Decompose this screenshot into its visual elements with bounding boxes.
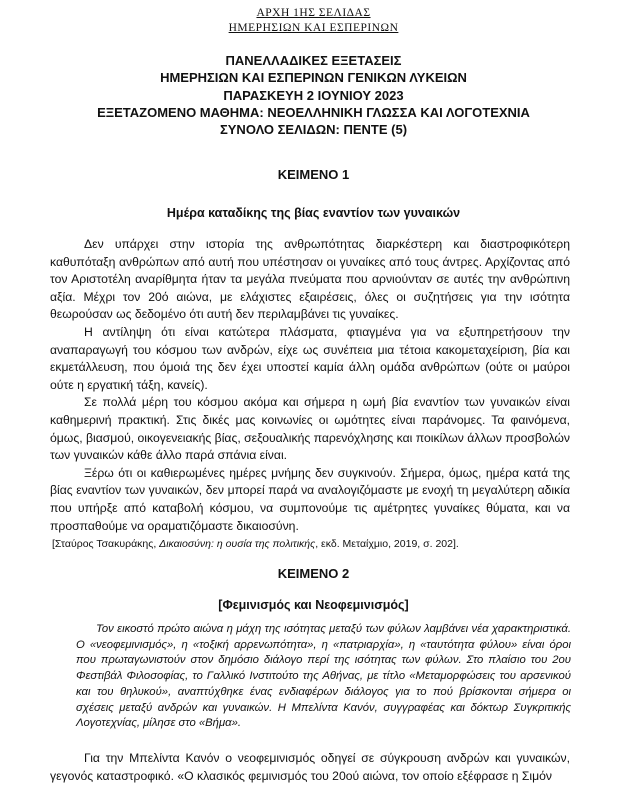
text2-heading: ΚΕΙΜΕΝΟ 2 [277,566,350,581]
paragraph: Σε πολλά μέρη του κόσμου ακόμα και σήμερα η ωμή βία εναντίον των γυναικών είναι καθημερινή πρακτική. Στις δικές μας κοινωνίες οι ωμότητες είναι παράνομες. Τα φαινόμενα, όμως, βιασμού, οικογενειακής βίας, σεξουαλικής παρενόχλησης και ποικίλων άλλων προσβολών των γυναικών κάθε άλλο παρά σπάνια είναι. [50,395,570,463]
header-line: ΠΑΡΑΣΚΕΥΗ 2 ΙΟΥΝΙΟΥ 2023 [223,87,404,103]
header-line: ΕΞΕΤΑΖΟΜΕΝΟ ΜΑΘΗΜΑ: ΝΕΟΕΛΛΗΝΙΚΗ ΓΛΩΣΣΑ ΚΑΙ ΛΟΓΟΤΕΧΝΙΑ [97,104,530,120]
paragraph: Η αντίληψη ότι είναι κατώτερα πλάσματα, φτιαγμένα για να εξυπηρετήσουν την αναπαραγωγή του κόσμου των ανδρών, είχε ως συνέπεια μια τέτοια κακομεταχείριση, βία και εκμετάλλευση, που όμοιά της δεν έχει υποστεί καμία άλλη ομάδα ανθρώπων (ούτε οι μαύροι ούτε η εργατική τάξη, κανείς). [50,324,570,392]
paragraph: Δεν υπάρχει στην ιστορία της ανθρωπότητας διαρκέστερη και διαστροφικότερη καθυπόταξη ανθρώπων από αυτή που υπέστησαν οι γυναίκες από τους άντρες. Αρχίζοντας από τον Αριστοτέλη αναρίθμητα ήταν τα μεγάλα πνεύματα που αρνιούνταν σε αυτές την ανθρώπινη αξία. Μέχρι τον 20ό αιώνα, με ελάχιστες εξαιρέσεις, όλες οι συζητήσεις για την ισότητα θεωρούσαν ως δεδομένο ότι αυτή δεν περιλαμβάνει τις γυναίκες. [50,237,570,322]
text2-title: [Φεμινισμός και Νεοφεμινισμός] [218,598,409,612]
source-book-title: Δικαιοσύνη: η ουσία της πολιτικής [159,538,316,550]
text1-title: Ημέρα καταδίκης της βίας εναντίον των γυναικών [166,206,461,220]
header-line: ΠΑΝΕΛΛΑΔΙΚΕΣ ΕΞΕΤΑΣΕΙΣ [225,53,402,68]
header-line: ΗΜΕΡΗΣΙΩΝ ΚΑΙ ΕΣΠΕΡΙΝΩΝ ΓΕΝΙΚΩΝ ΛΥΚΕΙΩΝ [160,70,467,86]
source-prefix: [Σταύρος Τσακυράκης, [52,538,160,550]
paragraph: Ξέρω ότι οι καθιερωμένες ημέρες μνήμης δεν συγκινούν. Σήμερα, όμως, ημέρα κατά της βίας εναντίον των γυναικών, δεν μπορεί παρά να αναλογιζόμαστε με ενοχή τη μεγαλύτερη αδικία που υπήρξε από καταβολή κόσμου, να συμπονούμε τις αμέτρητες γυναίκες θύματα, και να προσπαθούμε να οραματιζόμαστε δικαιοσύνη. [50,465,570,533]
page-marker [0,6,627,36]
source-suffix: , εκδ. Μεταίχμιο, 2019, σ. 202]. [315,538,459,550]
paragraph: Για την Μπελίντα Κανόν ο νεοφεμινισμός οδηγεί σε σύγκρουση ανδρών και γυναικών, γεγονός καταστροφικό. «Ο κλασικός φεμινισμός του 20ού αιώνα, τον οποίο εξέφρασε η Σιμόν [50,751,570,783]
text2-body [50,750,570,785]
text1-body [50,236,570,535]
text1-source [52,537,572,551]
page-marker-line1: ΑΡΧΗ 1ΗΣ ΣΕΛΙΔΑΣ [256,7,371,19]
text2-intro [76,622,571,732]
intro-paragraph: Τον εικοστό πρώτο αιώνα η μάχη της ισότητας μεταξύ των φύλων λαμβάνει νέα χαρακτηριστικά. Ο «νεοφεμινισμός», η «τοξική αρρενωπότητα», η «πατριαρχία», η «ταυτότητα φύλου» είναι όροι που πρωταγωνιστούν στον δημόσιο διάλογο περί της ισότητας των φύλων. Στο πλαίσιο του 2ου Φεστιβάλ Φιλοσοφίας, το Γαλλικό Ινστιτούτο της Αθήνας, με τίτλο «Μεταμορφώσεις του αρσενικού και του θηλυκού», αναπτύχθηκε ένας ενδιαφέρων διάλογος για το πού βρίσκονται σήμερα οι σχέσεις μεταξύ ανδρών και γυναικών. Η Μπελίντα Κανόν, συγγραφέας και δόκτωρ Συγκριτικής Λογοτεχνίας, μίλησε στο «Βήμα». [76,623,571,730]
header-line: ΣΥΝΟΛΟ ΣΕΛΙΔΩΝ: ΠΕΝΤΕ (5) [219,122,408,138]
text1-heading: ΚΕΙΜΕΝΟ 1 [277,167,350,182]
exam-header [0,52,627,138]
page-marker-line2: ΗΜΕΡΗΣΙΩΝ ΚΑΙ ΕΣΠΕΡΙΝΩΝ [228,22,399,34]
